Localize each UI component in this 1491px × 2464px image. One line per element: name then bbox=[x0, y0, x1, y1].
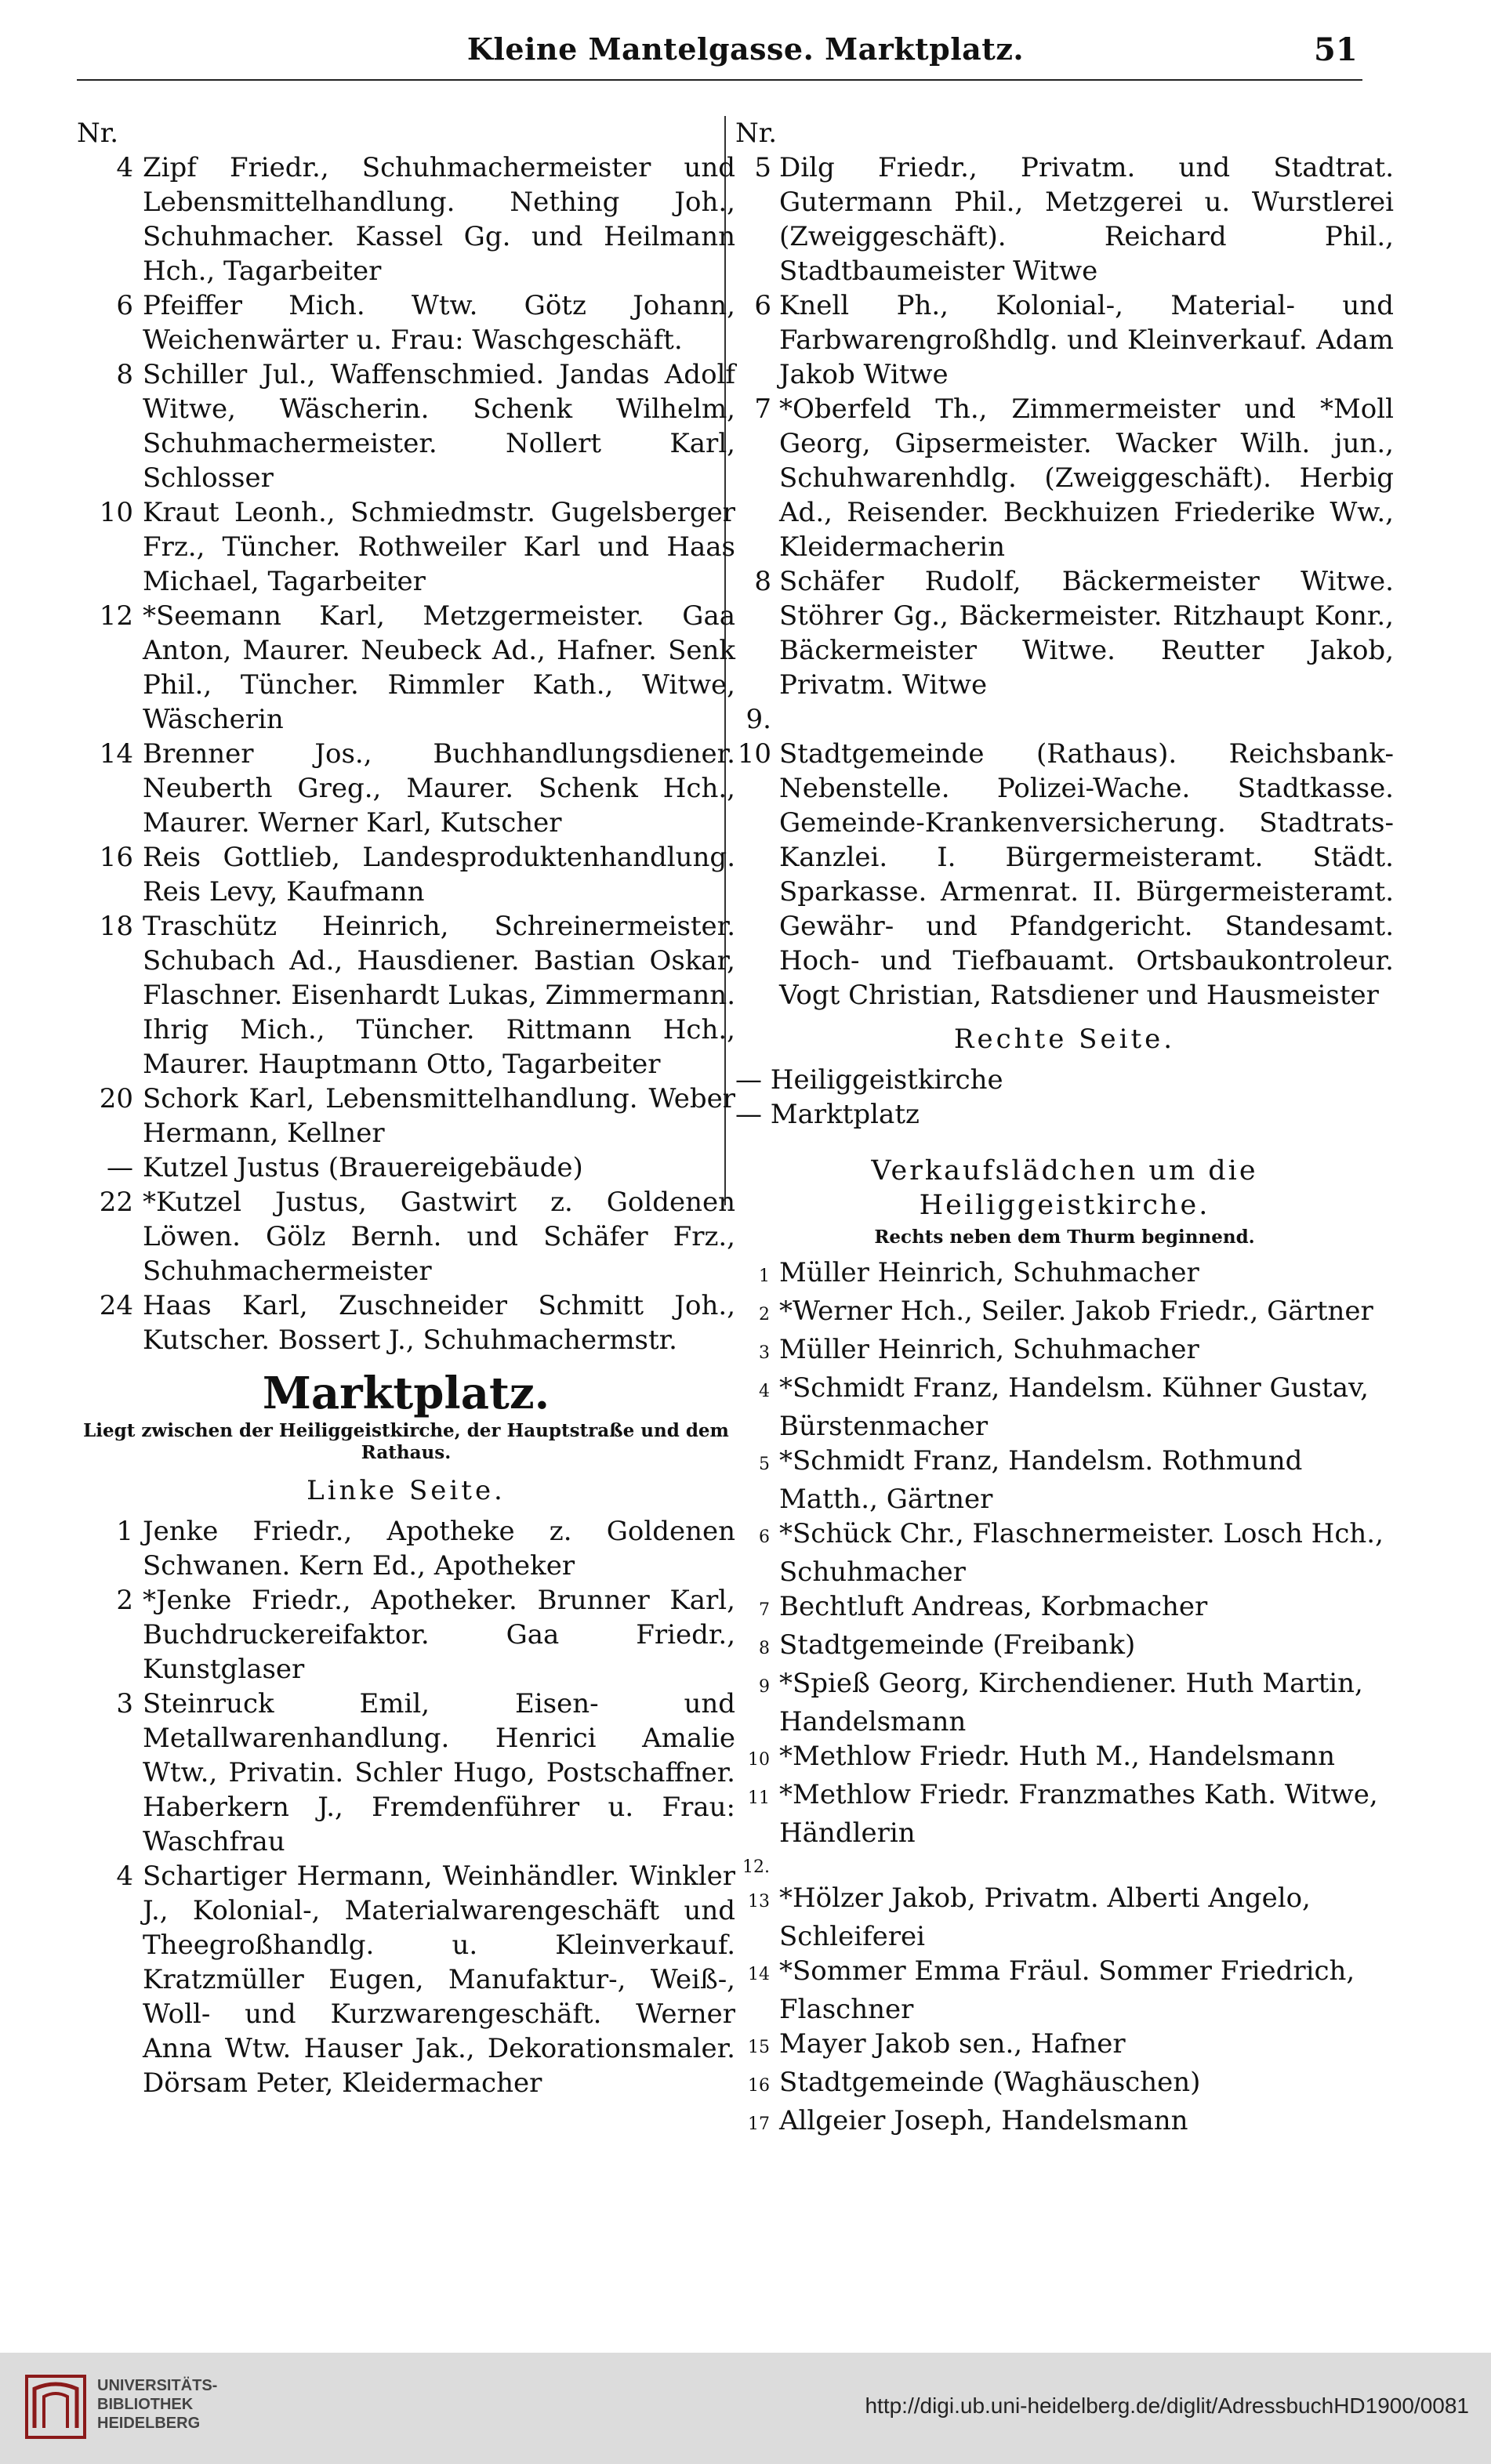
entry-text: Pfeiffer Mich. Wtw. Götz Johann, Weichenwärter u. Frau: Waschgeschäft. bbox=[143, 290, 735, 356]
stall-number: 10 bbox=[748, 1750, 770, 1770]
library-name-line: UNIVERSITÄTS- bbox=[97, 2377, 218, 2394]
entry-text: Zipf Friedr., Schuhmachermeister und Lebensmittelhandlung. Nething Joh., Schuhmacher. Kassel Gg. und Heilmann Hch., Tagarbeiter bbox=[143, 152, 735, 287]
house-number: 6 bbox=[116, 290, 133, 321]
house-number: 18 bbox=[99, 911, 133, 942]
house-number: — bbox=[107, 1152, 133, 1183]
stall-number: 14 bbox=[748, 1965, 770, 1984]
entry-text: *Hölzer Jakob, Privatm. Alberti Angelo, Schleiferei bbox=[779, 1882, 1311, 1952]
entry-text: *Methlow Friedr. Huth M., Handelsmann bbox=[779, 1741, 1335, 1772]
entry-text: *Schmidt Franz, Handelsm. Kühner Gustav, Bürstenmacher bbox=[779, 1372, 1369, 1442]
entry-text: Stadtgemeinde (Rathaus). Reichsbank-Nebenstelle. Polizei-Wache. Stadtkasse. Gemeinde-Krankenversicherung. Stadtrats-Kanzlei. I. Bürgermeisteramt. Städt. Sparkasse. Armenrat. II. Bürgermeisteramt. Gewähr- und Pfandgericht. Standesamt. Hoch- und Tiefbauamt. Ortsbaukontroleur. Vogt Christian, Ratsdiener und Hausmeister bbox=[779, 738, 1394, 1011]
entry-text: Bechtluft Andreas, Korbmacher bbox=[779, 1591, 1208, 1622]
stall-number: 17 bbox=[748, 2114, 770, 2134]
entry-text: *Methlow Friedr. Franzmathes Kath. Witwe, Händlerin bbox=[779, 1779, 1378, 1849]
stall-list bbox=[735, 1256, 1394, 2142]
header-rule bbox=[77, 79, 1362, 81]
address-entry bbox=[77, 840, 735, 909]
address-entry bbox=[77, 1859, 735, 2100]
house-number: 8 bbox=[116, 359, 133, 390]
entry-text: Schork Karl, Lebensmittelhandlung. Weber Hermann, Kellner bbox=[143, 1083, 735, 1149]
house-number: 9. 10 bbox=[737, 704, 771, 770]
address-entry bbox=[735, 702, 1394, 1013]
stall-entry bbox=[735, 2103, 1394, 2142]
entry-text: Kutzel Justus (Brauereigebäude) bbox=[143, 1152, 583, 1183]
house-number: 22 bbox=[99, 1187, 133, 1218]
house-number: 2 bbox=[116, 1585, 133, 1616]
stall-number: 9 bbox=[759, 1677, 770, 1697]
stall-entry bbox=[735, 1332, 1394, 1371]
stall-number: 12. 13 bbox=[742, 1857, 770, 1911]
stall-entry bbox=[735, 2027, 1394, 2065]
nr-label: Nr. bbox=[77, 118, 119, 149]
stall-entry bbox=[735, 1294, 1394, 1332]
right-column bbox=[735, 116, 1394, 2142]
stall-entry bbox=[735, 1628, 1394, 1666]
house-number: 1 bbox=[116, 1516, 133, 1547]
stall-entry bbox=[735, 1516, 1394, 1589]
page-number: 51 bbox=[1314, 31, 1358, 68]
marktplatz-right-list bbox=[735, 150, 1394, 1013]
address-entry bbox=[735, 392, 1394, 564]
entry-text: *Seemann Karl, Metzgermeister. Gaa Anton, Maurer. Neubeck Ad., Hafner. Senk Phil., Tüncher. Rimmler Kath., Witwe, Wäscherin bbox=[143, 600, 735, 735]
address-entry bbox=[735, 288, 1394, 392]
stall-number: 1 bbox=[759, 1266, 770, 1286]
stall-number: 16 bbox=[748, 2076, 770, 2096]
stall-number: 6 bbox=[759, 1527, 770, 1547]
entry-text: Reis Gottlieb, Landesproduktenhandlung. Reis Levy, Kaufmann bbox=[143, 842, 735, 908]
stall-entry bbox=[735, 1589, 1394, 1628]
verkauf-section-sub: Rechts neben dem Thurm beginnend. bbox=[874, 1227, 1255, 1248]
dash-line: — Marktplatz bbox=[735, 1099, 920, 1130]
source-url-link[interactable]: http://digi.ub.uni-heidelberg.de/diglit/AdressbuchHD1900/0081 bbox=[865, 2393, 1469, 2418]
entry-text: Dilg Friedr., Privatm. und Stadtrat. Gutermann Phil., Metzgerei u. Wurstlerei (Zweiggeschäft). Reichard Phil., Stadtbaumeister Witwe bbox=[779, 152, 1394, 287]
mantelgasse-list bbox=[77, 150, 735, 1357]
verkauf-section-title: Verkaufslädchen um die Heiliggeistkirche. bbox=[871, 1155, 1258, 1221]
address-entry bbox=[77, 150, 735, 288]
entry-text: *Schück Chr., Flaschnermeister. Losch Hch., Schuhmacher bbox=[779, 1518, 1384, 1588]
library-name-line: BIBLIOTHEK bbox=[97, 2396, 194, 2413]
stall-number: 4 bbox=[759, 1382, 770, 1401]
house-number: 24 bbox=[99, 1290, 133, 1321]
entry-text: Brenner Jos., Buchhandlungsdiener. Neuberth Greg., Maurer. Schenk Hch., Maurer. Werner Karl, Kutscher bbox=[143, 738, 735, 839]
stall-number: 3 bbox=[759, 1343, 770, 1363]
address-entry bbox=[77, 1583, 735, 1687]
entry-text: Jenke Friedr., Apotheke z. Goldenen Schwanen. Kern Ed., Apotheker bbox=[143, 1516, 735, 1582]
address-entry bbox=[77, 495, 735, 599]
left-column bbox=[77, 116, 735, 2100]
stall-entry bbox=[735, 1777, 1394, 1850]
stall-entry bbox=[735, 2065, 1394, 2103]
stall-number: 5 bbox=[759, 1455, 770, 1474]
entry-text: *Werner Hch., Seiler. Jakob Friedr., Gärtner bbox=[779, 1295, 1373, 1327]
entry-text: Stadtgemeinde (Waghäuschen) bbox=[779, 2067, 1201, 2098]
stall-entry bbox=[735, 1256, 1394, 1294]
library-name bbox=[97, 2376, 217, 2433]
library-name-line: HEIDELBERG bbox=[97, 2415, 201, 2432]
house-number: 6 bbox=[754, 290, 771, 321]
nr-label: Nr. bbox=[735, 118, 778, 149]
house-number: 3 bbox=[116, 1688, 133, 1719]
house-number: 8 bbox=[754, 566, 771, 597]
entry-text: Mayer Jakob sen., Hafner bbox=[779, 2028, 1126, 2060]
house-number: 16 bbox=[99, 842, 133, 873]
address-entry bbox=[77, 737, 735, 840]
dash-line: — Heiliggeistkirche bbox=[735, 1064, 1003, 1096]
stall-entry bbox=[735, 1850, 1394, 1954]
entry-text: Schiller Jul., Waffenschmied. Jandas Adolf Witwe, Wäscherin. Schenk Wilhelm, Schuhmachermeister. Nollert Karl, Schlosser bbox=[143, 359, 735, 494]
address-entry bbox=[77, 1150, 735, 1185]
stall-number: 8 bbox=[759, 1639, 770, 1658]
entry-text: *Jenke Friedr., Apotheker. Brunner Karl, Buchdruckereifaktor. Gaa Friedr., Kunstglaser bbox=[143, 1585, 735, 1685]
address-entry bbox=[77, 1185, 735, 1288]
entry-text: *Oberfeld Th., Zimmermeister und *Moll Georg, Gipsermeister. Wacker Wilh. jun., Schuhwarenhdlg. (Zweiggeschäft). Herbig Ad., Reisender. Beckhuizen Friederike Ww., Kleidermacherin bbox=[779, 393, 1394, 563]
address-entry bbox=[77, 1288, 735, 1357]
entry-text: Schäfer Rudolf, Bäckermeister Witwe. Stöhrer Gg., Bäckermeister. Ritzhaupt Konr., Bäckermeister Witwe. Reutter Jakob, Privatm. Witwe bbox=[779, 566, 1394, 701]
stall-number: 7 bbox=[759, 1600, 770, 1620]
section-description: Liegt zwischen der Heiliggeistkirche, der Hauptstraße und dem Rathaus. bbox=[83, 1420, 729, 1463]
house-number: 4 bbox=[116, 1861, 133, 1892]
address-entry bbox=[77, 909, 735, 1082]
footer-bar bbox=[0, 2353, 1491, 2464]
address-entry bbox=[735, 150, 1394, 288]
house-number: 5 bbox=[754, 152, 771, 183]
library-logo-icon bbox=[24, 2373, 88, 2440]
entry-text: Stadtgemeinde (Freibank) bbox=[779, 1629, 1136, 1661]
address-entry bbox=[77, 1082, 735, 1150]
house-number: 4 bbox=[116, 152, 133, 183]
address-entry bbox=[77, 1687, 735, 1859]
entry-text: Allgeier Joseph, Handelsmann bbox=[779, 2105, 1188, 2136]
address-entry bbox=[735, 564, 1394, 702]
entry-text: Steinruck Emil, Eisen- und Metallwarenhandlung. Henrici Amalie Wtw., Privatin. Schler Hugo, Postschaffner. Haberkern J., Fremdenführer u. Frau: Waschfrau bbox=[143, 1688, 735, 1857]
side-heading-right: Rechte Seite. bbox=[953, 1024, 1176, 1055]
stall-entry bbox=[735, 1444, 1394, 1516]
running-header-title: Kleine Mantelgasse. Marktplatz. bbox=[466, 31, 1025, 67]
entry-text: *Schmidt Franz, Handelsm. Rothmund Matth., Gärtner bbox=[779, 1445, 1303, 1515]
entry-text: Traschütz Heinrich, Schreinermeister. Schubach Ad., Hausdiener. Bastian Oskar, Flaschner. Eisenhardt Lukas, Zimmermann. Ihrig Mich., Tüncher. Rittmann Hch., Maurer. Hauptmann Otto, Tagarbeiter bbox=[143, 911, 735, 1080]
stall-number: 15 bbox=[748, 2038, 770, 2057]
entry-text: *Spieß Georg, Kirchendiener. Huth Martin, Handelsmann bbox=[779, 1668, 1363, 1737]
entry-text: *Sommer Emma Fräul. Sommer Friedrich, Flaschner bbox=[779, 1955, 1355, 2025]
entry-text: Müller Heinrich, Schuhmacher bbox=[779, 1334, 1199, 1365]
stall-entry bbox=[735, 1954, 1394, 2027]
entry-text: Müller Heinrich, Schuhmacher bbox=[779, 1257, 1199, 1288]
house-number: 10 bbox=[99, 497, 133, 528]
stall-entry bbox=[735, 1371, 1394, 1444]
entry-text: Haas Karl, Zuschneider Schmitt Joh., Kutscher. Bossert J., Schuhmachermstr. bbox=[143, 1290, 735, 1356]
marktplatz-left-list bbox=[77, 1514, 735, 2100]
address-entry bbox=[77, 288, 735, 357]
section-title-marktplatz: Marktplatz. bbox=[262, 1368, 550, 1419]
side-heading-left: Linke Seite. bbox=[307, 1475, 506, 1506]
entry-text: Schartiger Hermann, Weinhändler. Winkler J., Kolonial-, Materialwarengeschäft und Theegroßhandlg. u. Kleinverkauf. Kratzmüller Eugen, Manufaktur-, Weiß-, Woll- und Kurzwarengeschäft. Werner Anna Wtw. Hauser Jak., Dekorationsmaler. Dörsam Peter, Kleidermacher bbox=[143, 1861, 735, 2099]
address-entry bbox=[77, 599, 735, 737]
address-entry bbox=[77, 357, 735, 495]
address-entry bbox=[77, 1514, 735, 1583]
entry-text: *Kutzel Justus, Gastwirt z. Goldenen Löwen. Gölz Bernh. und Schäfer Frz., Schuhmachermeister bbox=[143, 1187, 735, 1287]
stall-entry bbox=[735, 1666, 1394, 1739]
entry-text: Kraut Leonh., Schmiedmstr. Gugelsberger Frz., Tüncher. Rothweiler Karl und Haas Michael, Tagarbeiter bbox=[143, 497, 735, 597]
entry-text: Knell Ph., Kolonial-, Material- und Farbwarengroßhdlg. und Kleinverkauf. Adam Jakob Witwe bbox=[779, 290, 1394, 390]
house-number: 14 bbox=[99, 738, 133, 770]
stall-number: 11 bbox=[748, 1788, 770, 1808]
house-number: 7 bbox=[754, 393, 771, 425]
stall-number: 2 bbox=[759, 1305, 770, 1324]
stall-entry bbox=[735, 1739, 1394, 1777]
house-number: 20 bbox=[99, 1083, 133, 1114]
house-number: 12 bbox=[99, 600, 133, 632]
